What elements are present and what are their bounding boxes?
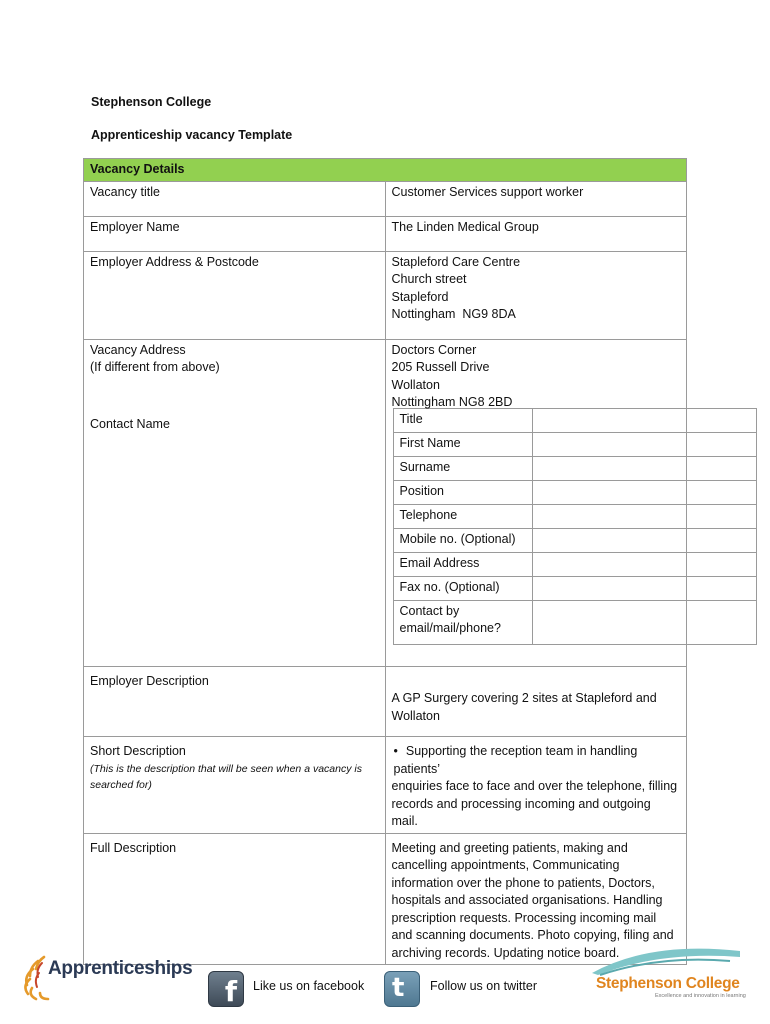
short-description-bullet: • Supporting the reception team in handling patients’ xyxy=(392,743,681,778)
address-line: Stapleford xyxy=(391,289,449,304)
contact-name-label: Contact Name xyxy=(84,414,386,667)
employer-address-value[interactable] xyxy=(385,251,687,339)
contact-field-row xyxy=(393,576,756,600)
address-line: Church street xyxy=(391,272,467,286)
address-line: 205 Russell Drive xyxy=(391,360,490,374)
employer-address-label: Employer Address & Postcode xyxy=(84,251,386,339)
apprenticeships-logo-text: Apprenticeships xyxy=(48,958,193,979)
section-header-row xyxy=(84,159,687,182)
address-line: Stapleford Care Centre xyxy=(391,254,521,269)
contact-surname-input[interactable] xyxy=(532,456,756,480)
footer xyxy=(0,935,770,1015)
contact-field-label: Email Address xyxy=(393,552,532,576)
vacancy-address-label-note: (If different from above) xyxy=(90,360,220,374)
contact-field-row xyxy=(393,432,756,456)
address-line: Nottingham NG8 2BD xyxy=(391,395,513,409)
short-description-continuation: enquiries face to face and over the telephone, filling records and processing incoming and outgoing mail. xyxy=(391,779,678,828)
employer-description-row xyxy=(84,667,687,737)
contact-title-input[interactable] xyxy=(532,408,756,432)
contact-field-label: Contact by email/mail/phone? xyxy=(393,600,532,644)
contact-field-label: First Name xyxy=(393,432,532,456)
address-line: Doctors Corner xyxy=(391,342,477,357)
contact-field-row xyxy=(393,480,756,504)
contact-field-label: Mobile no. (Optional) xyxy=(393,528,532,552)
address-line: Nottingham NG9 8DA xyxy=(391,307,516,321)
college-name: Stephenson College xyxy=(91,95,212,109)
document-title: Apprenticeship vacancy Template xyxy=(91,128,293,142)
contact-mobile-input[interactable] xyxy=(532,528,756,552)
contact-field-label: Position xyxy=(393,480,532,504)
vacancy-title-value[interactable]: Customer Services support worker xyxy=(385,181,687,216)
twitter-link[interactable]: Follow us on twitter xyxy=(430,979,537,993)
contact-first-name-input[interactable] xyxy=(532,432,756,456)
short-description-label: Short Description xyxy=(90,744,186,758)
employer-description-text: A GP Surgery covering 2 sites at Stapleford and Wollaton xyxy=(391,691,657,723)
contact-telephone-input[interactable] xyxy=(532,504,756,528)
vacancy-address-row xyxy=(84,339,687,414)
contact-field-row xyxy=(393,552,756,576)
contact-field-label: Title xyxy=(393,408,532,432)
short-description-value[interactable] xyxy=(385,737,687,834)
vacancy-table xyxy=(83,158,687,965)
stephenson-college-tagline: Excellence and innovation in learning xyxy=(655,993,746,999)
vacancy-title-label: Vacancy title xyxy=(84,181,386,216)
contact-email-input[interactable] xyxy=(532,552,756,576)
facebook-icon[interactable]: f xyxy=(208,971,244,1007)
full-description-label: Full Description xyxy=(84,833,386,965)
short-description-hint: (This is the description that will be seen when a vacancy is searched for) xyxy=(90,762,362,791)
contact-field-row xyxy=(393,504,756,528)
facebook-link[interactable]: Like us on facebook xyxy=(253,979,365,993)
employer-name-row xyxy=(84,216,687,251)
vacancy-address-label-text: Vacancy Address xyxy=(90,342,186,357)
section-title: Vacancy Details xyxy=(84,159,687,182)
contact-details-cell xyxy=(385,411,687,667)
twitter-icon[interactable]: t xyxy=(384,971,420,1007)
contact-field-row xyxy=(393,600,756,644)
contact-field-label: Fax no. (Optional) xyxy=(393,576,532,600)
vacancy-address-label xyxy=(84,339,386,414)
full-description-value[interactable]: Meeting and greeting patients, making and cancelling appointments, Communicating information over the phone to patients, Doctors, hospitals and associated organisations. Handling prescription requests. Processing incoming mail and scanning documents. Photo copying, filing and archiving records. Updating notice board. xyxy=(385,833,687,965)
short-description-label-cell xyxy=(84,737,386,834)
contact-position-input[interactable] xyxy=(532,480,756,504)
stephenson-college-logo-text: Stephenson College xyxy=(596,975,740,992)
employer-name-value[interactable]: The Linden Medical Group xyxy=(385,216,687,251)
contact-name-row xyxy=(84,414,687,667)
contact-field-row xyxy=(393,408,756,432)
employer-name-label: Employer Name xyxy=(84,216,386,251)
contact-details-table xyxy=(393,408,757,645)
vacancy-title-row xyxy=(84,181,687,216)
contact-field-row xyxy=(393,528,756,552)
employer-description-label: Employer Description xyxy=(84,667,386,737)
contact-fax-input[interactable] xyxy=(532,576,756,600)
employer-description-value[interactable] xyxy=(385,667,687,737)
contact-field-label: Surname xyxy=(393,456,532,480)
vacancy-address-value[interactable] xyxy=(385,339,687,414)
employer-address-row xyxy=(84,251,687,339)
short-description-row xyxy=(84,737,687,834)
contact-field-label: Telephone xyxy=(393,504,532,528)
contact-method-input[interactable] xyxy=(532,600,756,644)
address-line: Wollaton xyxy=(391,377,440,392)
contact-field-row xyxy=(393,456,756,480)
